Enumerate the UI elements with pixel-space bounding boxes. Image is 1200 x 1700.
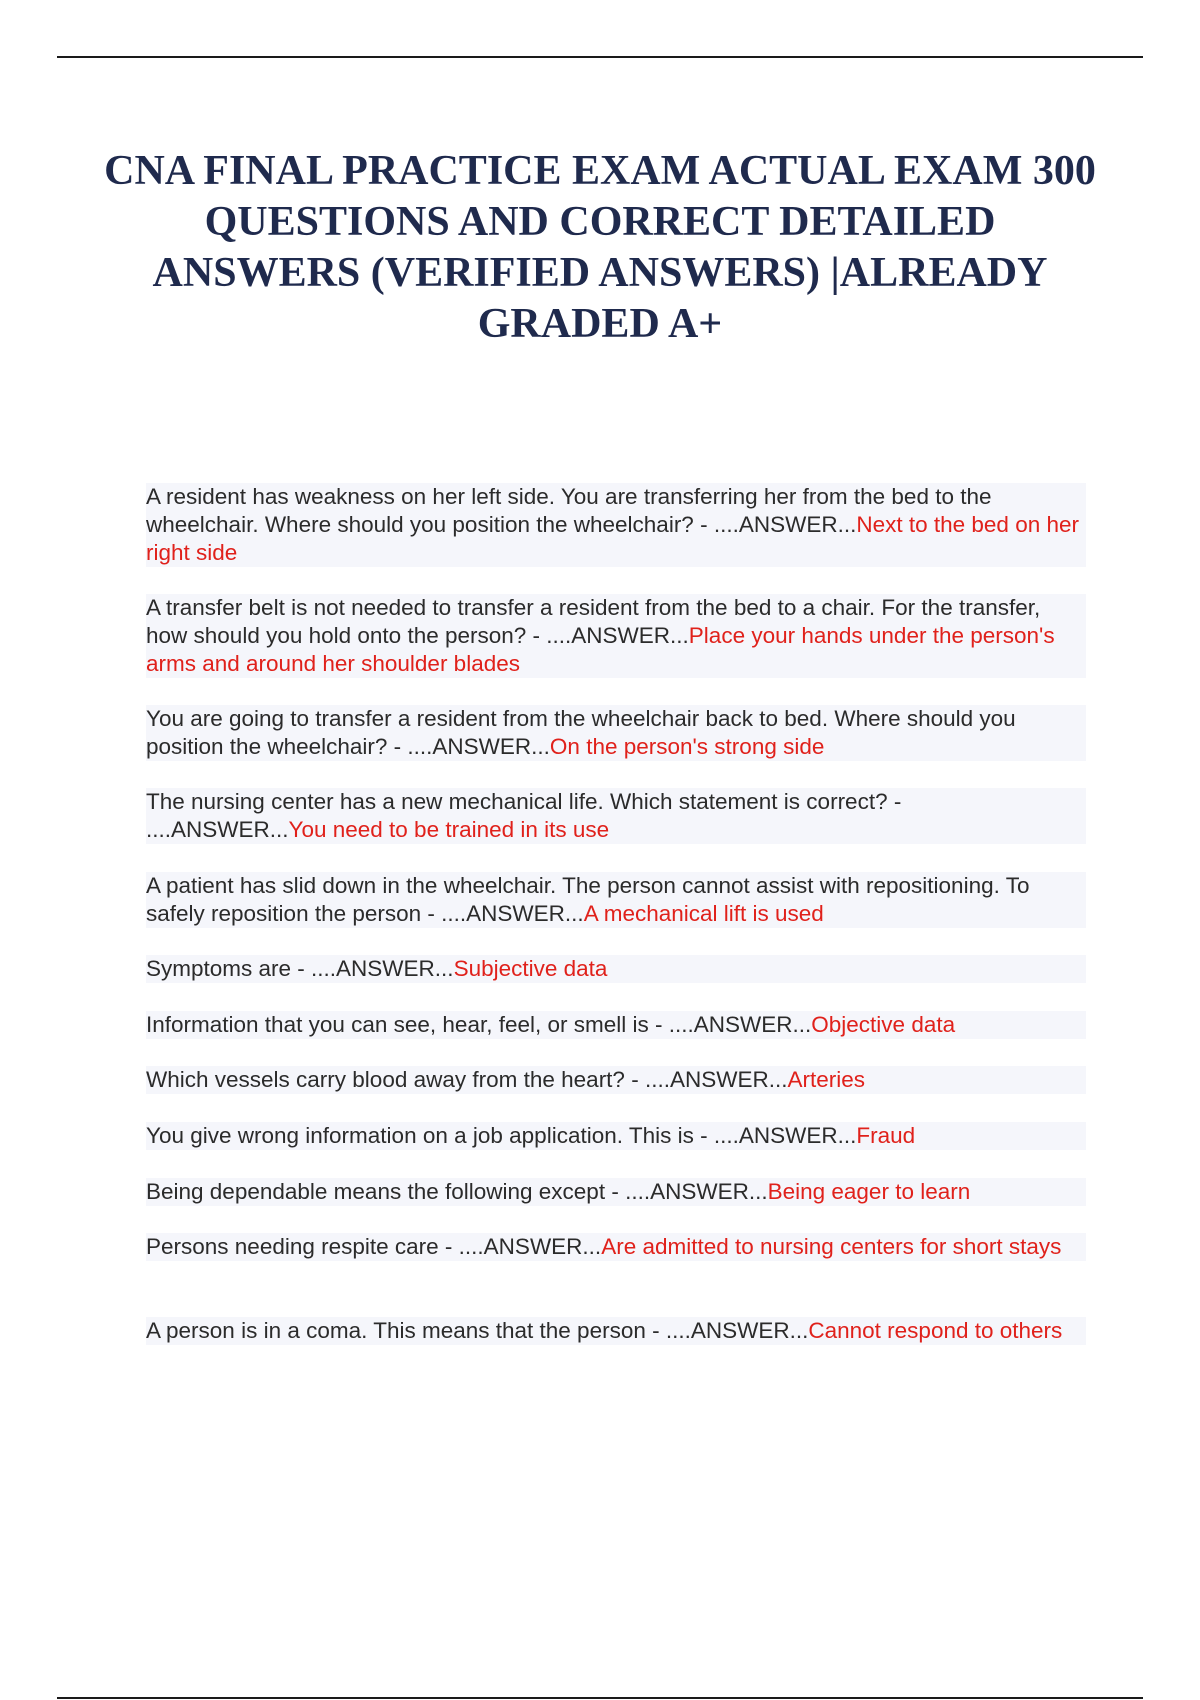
qa-item (146, 1122, 1086, 1150)
answer-text: You need to be trained in its use (288, 817, 610, 842)
question-text: The nursing center has a new mechanical life. Which statement is correct? - ....ANSWER... (146, 789, 902, 842)
question-text: A person is in a coma. This means that the person - ....ANSWER... (146, 1318, 809, 1343)
answer-text: On the person's strong side (549, 734, 825, 759)
question-text: Symptoms are - ....ANSWER... (146, 956, 454, 981)
answer-text: Fraud (856, 1123, 916, 1148)
answer-text: A mechanical lift is used (583, 901, 824, 926)
qa-item (146, 1178, 1086, 1206)
question-text: You give wrong information on a job application. This is - ....ANSWER... (146, 1123, 857, 1148)
qa-item (146, 594, 1086, 678)
qa-item (146, 1011, 1086, 1039)
qa-item (146, 483, 1086, 567)
top-rule (57, 56, 1143, 58)
qa-item (146, 705, 1086, 761)
answer-text: Are admitted to nursing centers for short stays (601, 1234, 1062, 1259)
question-text: A resident has weakness on her left side. You are transferring her from the bed to the wheelchair. Where should you position the wheelchair? - ....ANSWER... (146, 484, 992, 537)
answer-text: Next to the bed on her right side (146, 512, 1079, 565)
qa-item (146, 1317, 1086, 1345)
qa-item (146, 1066, 1086, 1094)
question-text: A transfer belt is not needed to transfer a resident from the bed to a chair. For the transfer, how should you hold onto the person? - ....ANSWER... (146, 595, 1041, 648)
question-text: You are going to transfer a resident from the wheelchair back to bed. Where should you position the wheelchair? - ....ANSWER... (146, 706, 1016, 759)
question-text: Which vessels carry blood away from the heart? - ....ANSWER... (146, 1067, 788, 1092)
answer-text: Being eager to learn (767, 1179, 971, 1204)
qa-item (146, 788, 1086, 844)
answer-text: Arteries (787, 1067, 865, 1092)
qa-item (146, 1233, 1086, 1261)
document-title: CNA FINAL PRACTICE EXAM ACTUAL EXAM 300 QUESTIONS AND CORRECT DETAILED ANSWERS (VERIFIED ANSWERS) |ALREADY GRADED A+ (104, 148, 1096, 347)
answer-text: Objective data (811, 1012, 956, 1037)
qa-item (146, 955, 1086, 983)
question-text: Information that you can see, hear, feel, or smell is - ....ANSWER... (146, 1012, 812, 1037)
qa-item (146, 872, 1086, 928)
bottom-rule (57, 1697, 1143, 1699)
answer-text: Cannot respond to others (808, 1318, 1063, 1343)
question-text: A patient has slid down in the wheelchair. The person cannot assist with repositioning. To safely reposition the person - ....ANSWER... (146, 873, 1030, 926)
question-text: Being dependable means the following except - ....ANSWER... (146, 1179, 768, 1204)
answer-text: Subjective data (453, 956, 608, 981)
answer-text: Place your hands under the person's arms and around her shoulder blades (146, 623, 1055, 676)
question-text: Persons needing respite care - ....ANSWER... (146, 1234, 602, 1259)
